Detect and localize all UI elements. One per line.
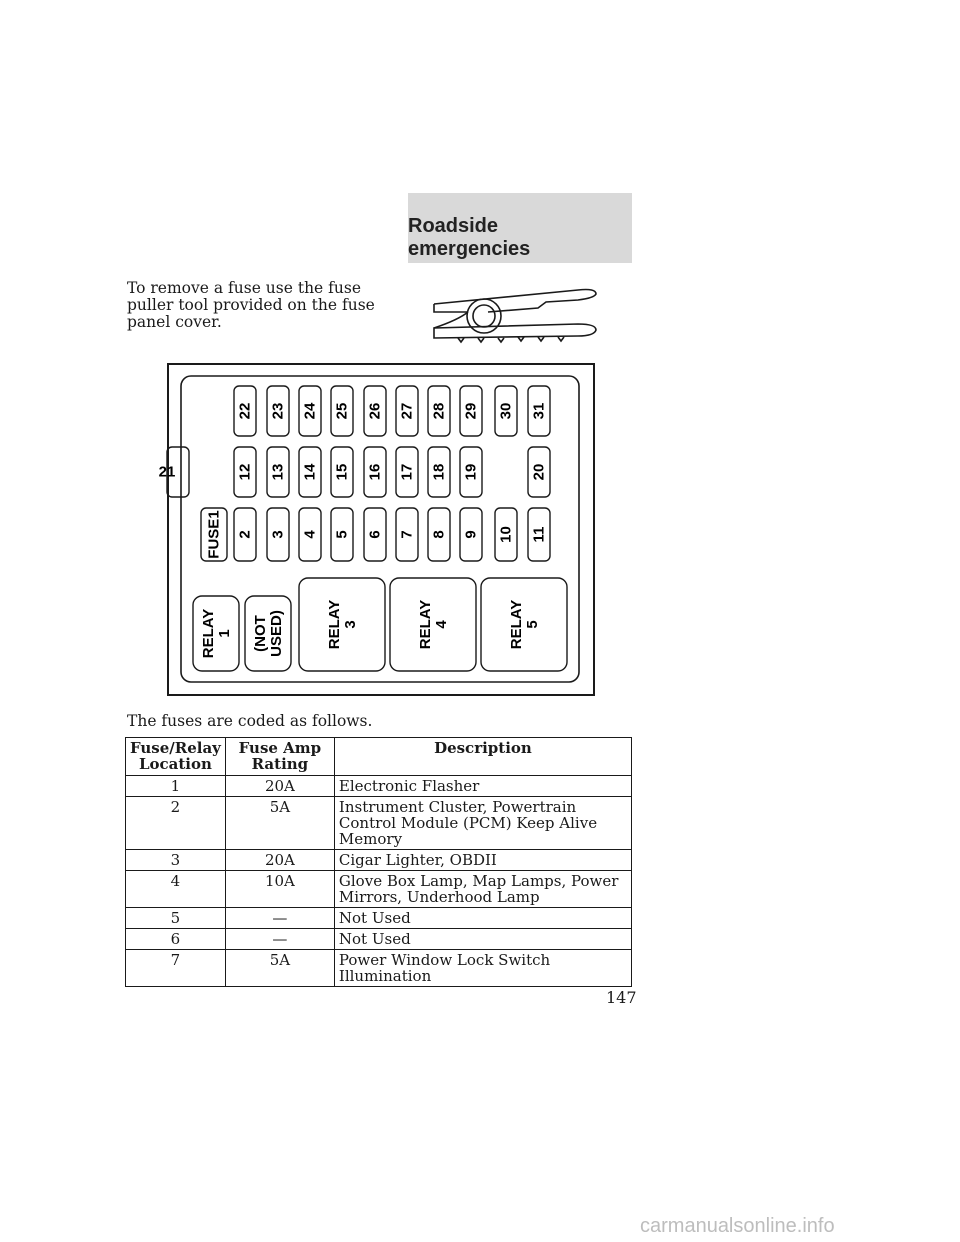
relay-label: RELAY3 [326, 599, 359, 650]
cell-description: Power Window Lock Switch Illumination [334, 950, 631, 987]
cell-rating: — [225, 929, 334, 950]
fuse-label: 2 [236, 530, 254, 539]
fuse-2 [234, 508, 256, 561]
fuse-label: 29 [462, 402, 480, 420]
fuse-panel-svg [158, 363, 595, 696]
fuse-30 [495, 386, 517, 436]
fuse-9 [460, 508, 482, 561]
fuse-12 [234, 447, 256, 497]
fuse-label: 8 [430, 530, 448, 539]
fuse-26 [364, 386, 386, 436]
header-rating: Fuse Amp Rating [225, 738, 334, 776]
fuse-24 [299, 386, 321, 436]
relay-5 [481, 578, 567, 671]
fuse-label: 7 [398, 530, 416, 539]
fuse-label: 9 [462, 530, 480, 539]
section-title: Roadside emergencies [408, 215, 531, 260]
cell-location: 2 [126, 797, 226, 850]
cell-rating: 20A [225, 776, 334, 797]
fuse-label: 3 [269, 530, 287, 539]
relay-3 [299, 578, 385, 671]
cell-rating: — [225, 908, 334, 929]
fuse-23 [267, 386, 289, 436]
fuse-17 [396, 447, 418, 497]
coded-text: The fuses are coded as follows. [127, 712, 373, 730]
fuse-label: 6 [366, 530, 384, 539]
intro-paragraph: To remove a fuse use the fuse puller tool provided on the fuse panel cover. [127, 279, 375, 331]
fuse-label: FUSE1 [205, 510, 223, 559]
fuse-label: 25 [333, 402, 351, 420]
fuse-fuse1 [201, 508, 227, 561]
header-location: Fuse/Relay Location [126, 738, 226, 776]
relay-label: RELAY1 [200, 608, 233, 659]
fuse-29 [460, 386, 482, 436]
cell-location: 7 [126, 950, 226, 987]
fuse-label: 10 [497, 526, 515, 543]
fuse-label: 18 [430, 463, 448, 481]
cell-location: 6 [126, 929, 226, 950]
fuse-8 [428, 508, 450, 561]
fuse-21 [159, 447, 189, 497]
fuse-label: 19 [462, 463, 480, 481]
cell-rating: 10A [225, 871, 334, 908]
table-row [126, 950, 632, 987]
fuse-label: 27 [398, 402, 416, 420]
fuse-label: 14 [301, 463, 319, 481]
fuse-puller-illustration [428, 282, 600, 346]
fuse-label: 17 [398, 463, 416, 481]
fuse-15 [331, 447, 353, 497]
cell-rating: 5A [225, 797, 334, 850]
cell-rating: 5A [225, 950, 334, 987]
fuse-label: 23 [269, 402, 287, 420]
table-header-row [126, 738, 632, 776]
fuse-19 [460, 447, 482, 497]
cell-location: 1 [126, 776, 226, 797]
table-row [126, 908, 632, 929]
table-row [126, 850, 632, 871]
relay-label: RELAY5 [508, 599, 541, 650]
fuse-label: 15 [333, 463, 351, 481]
relay-label: RELAY4 [417, 599, 450, 650]
fuse-7 [396, 508, 418, 561]
section-header-band [408, 193, 632, 263]
fuse-table [125, 737, 632, 987]
cell-rating: 20A [225, 850, 334, 871]
relay-4 [390, 578, 476, 671]
fuse-label: 22 [236, 402, 254, 420]
fuse-10 [495, 508, 517, 561]
fuse-label: 31 [530, 402, 548, 420]
fuse-6 [364, 508, 386, 561]
fuse-label: 24 [301, 402, 319, 420]
fuse-18 [428, 447, 450, 497]
fuse-label: 20 [530, 463, 548, 481]
fuse-4 [299, 508, 321, 561]
fuse-label: 13 [269, 463, 287, 481]
fuse-25 [331, 386, 353, 436]
fuse-label: 30 [497, 402, 515, 420]
fuse-label: 26 [366, 402, 384, 420]
fuse-20 [528, 447, 550, 497]
fuse-5 [331, 508, 353, 561]
relay-2 [245, 596, 291, 671]
fuse-11 [528, 508, 550, 561]
fuse-label: 11 [530, 526, 548, 543]
table-row [126, 929, 632, 950]
cell-description: Instrument Cluster, Powertrain Control Module (PCM) Keep Alive Memory [334, 797, 631, 850]
cell-description: Not Used [334, 908, 631, 929]
fuse-label: 21 [158, 463, 176, 481]
header-description: Description [334, 738, 631, 776]
table-row [126, 776, 632, 797]
fuse-22 [234, 386, 256, 436]
fuse-label: 16 [366, 463, 384, 481]
table-row [126, 871, 632, 908]
relay-label: (NOTUSED) [252, 610, 285, 657]
cell-description: Glove Box Lamp, Map Lamps, Power Mirrors, Underhood Lamp [334, 871, 631, 908]
fuse-28 [428, 386, 450, 436]
relay-1 [193, 596, 239, 671]
fuse-13 [267, 447, 289, 497]
cell-description: Electronic Flasher [334, 776, 631, 797]
cell-description: Cigar Lighter, OBDII [334, 850, 631, 871]
fuse-label: 12 [236, 463, 254, 481]
fuse-panel-diagram [158, 363, 595, 696]
fuse-label: 28 [430, 402, 448, 420]
fuse-16 [364, 447, 386, 497]
fuse-31 [528, 386, 550, 436]
fuse-label: 5 [333, 530, 351, 539]
footer-watermark: carmanualsonline.info [640, 1215, 835, 1237]
fuse-14 [299, 447, 321, 497]
fuse-puller-icon [428, 282, 600, 346]
fuse-27 [396, 386, 418, 436]
cell-location: 4 [126, 871, 226, 908]
cell-description: Not Used [334, 929, 631, 950]
table-row [126, 797, 632, 850]
cell-location: 3 [126, 850, 226, 871]
fuse-label: 4 [301, 530, 319, 539]
cell-location: 5 [126, 908, 226, 929]
fuse-3 [267, 508, 289, 561]
page-number: 147 [606, 988, 637, 1007]
